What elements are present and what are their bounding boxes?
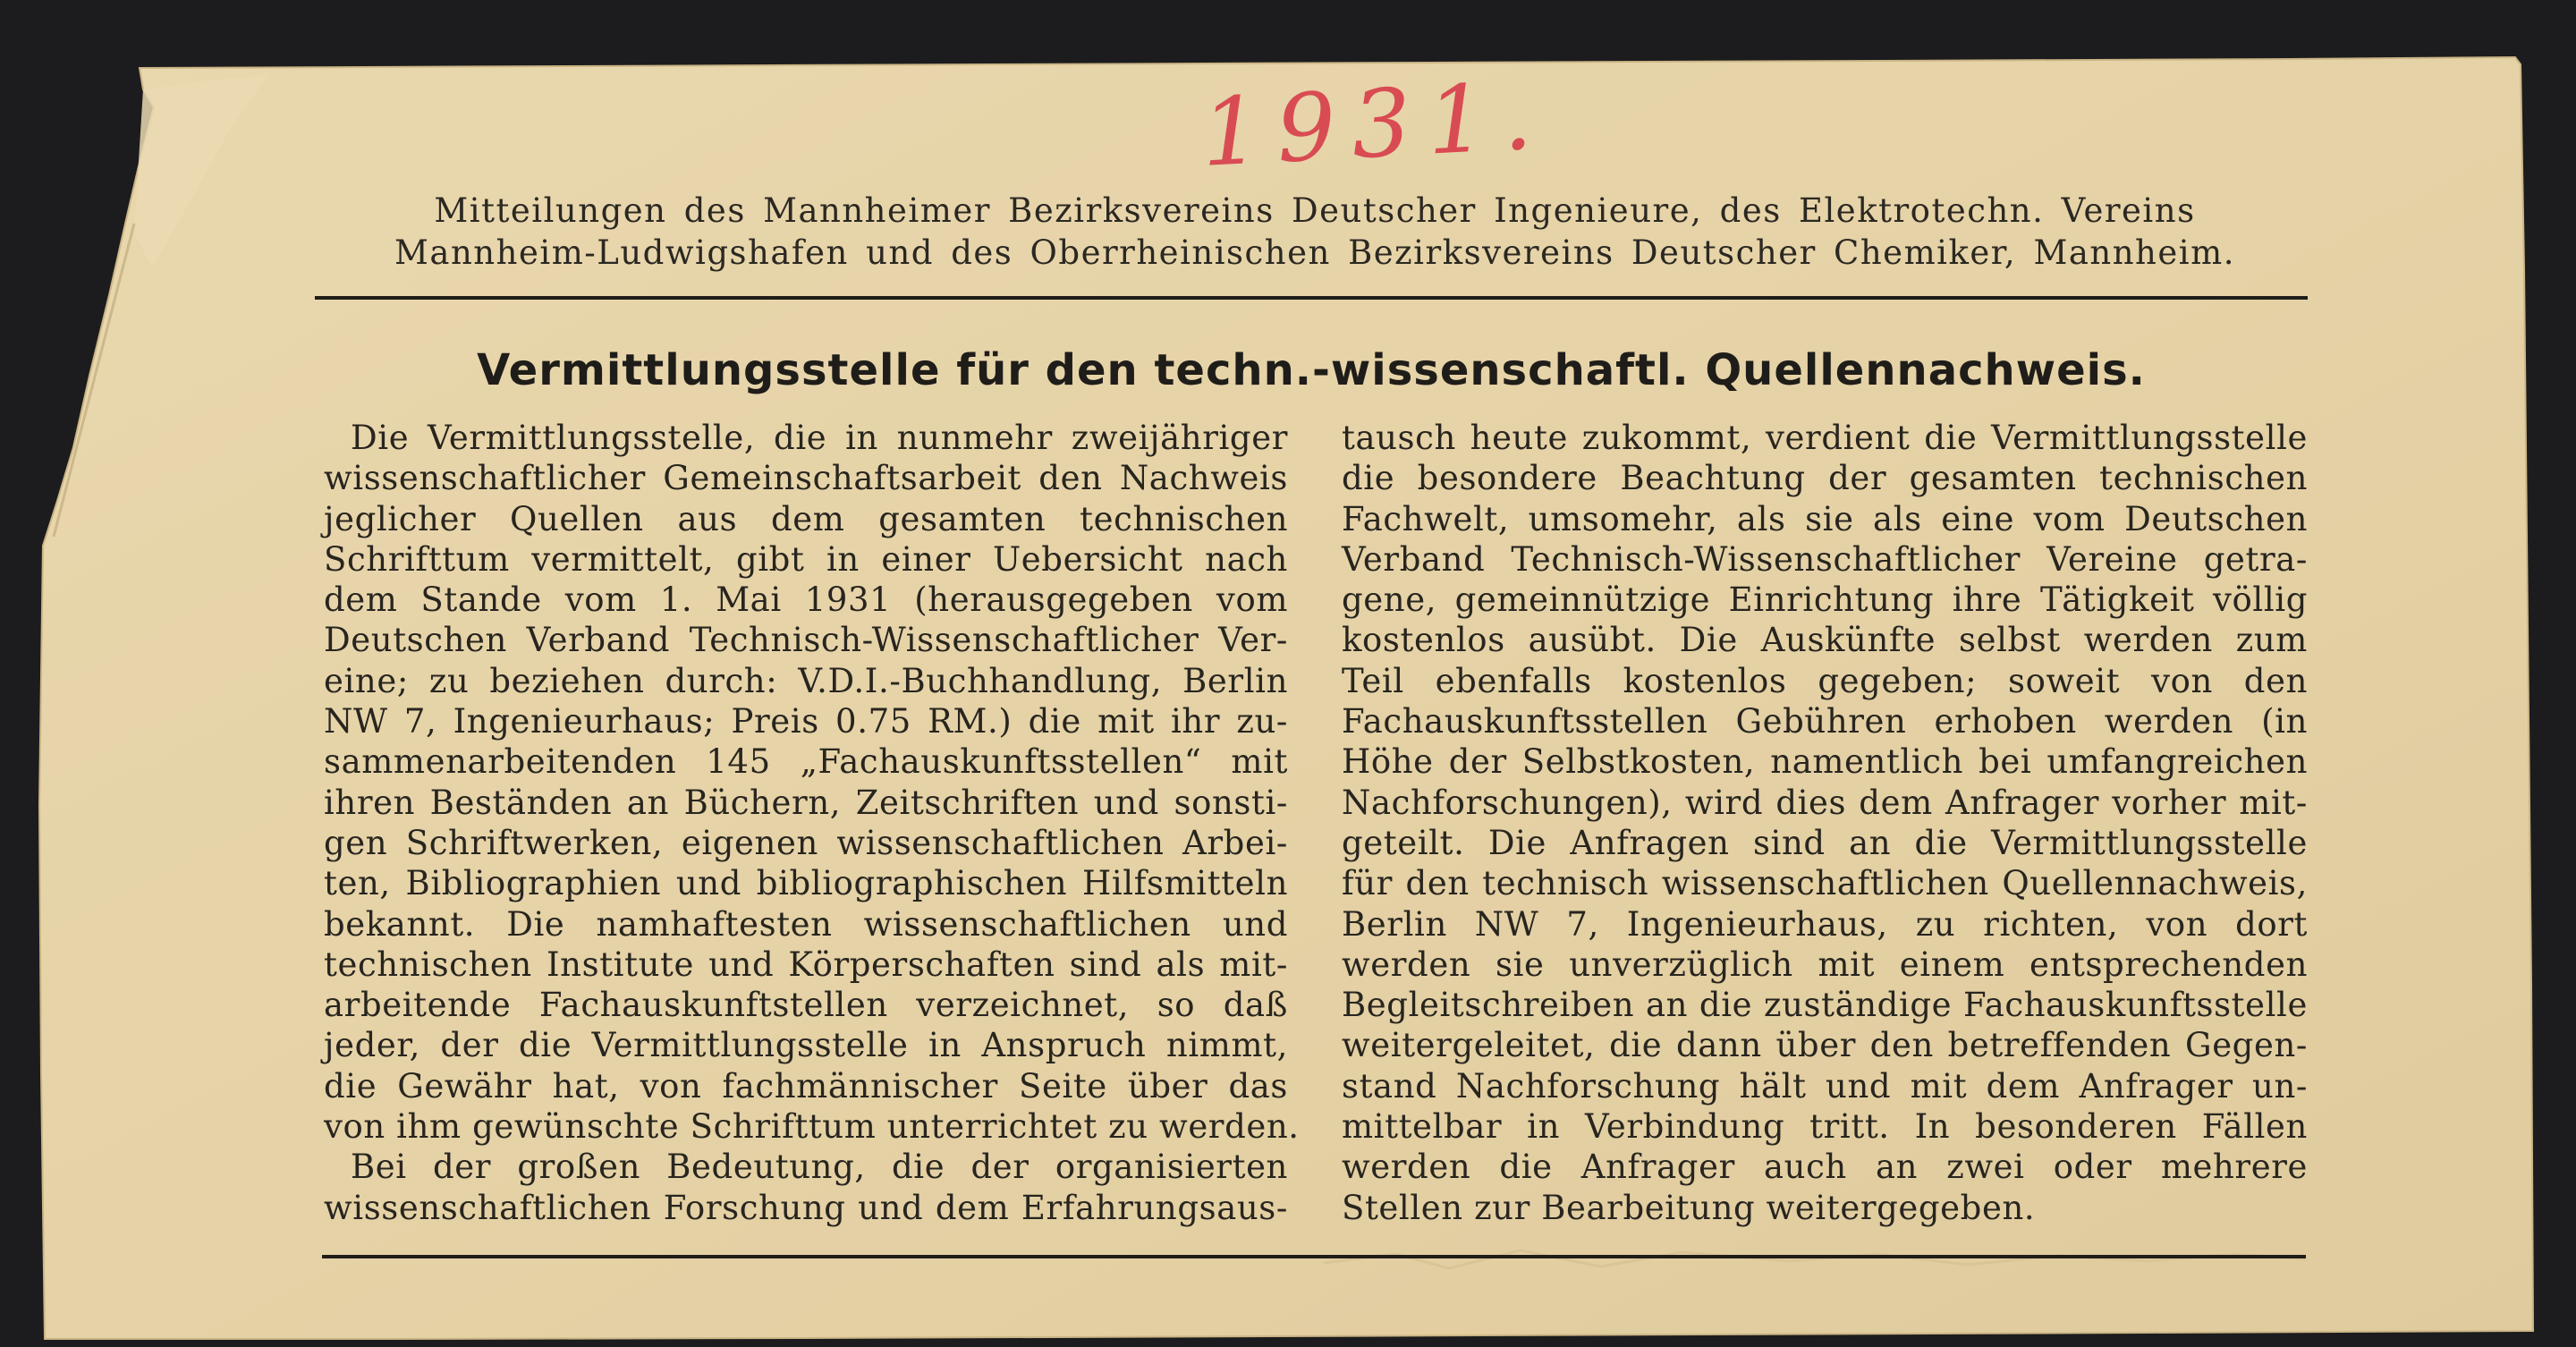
text-line: technischen Institute und Körperschaften sind als mit- (324, 945, 1288, 984)
text-line: eine; zu beziehen durch: V.D.I.-Buchhandlung, Berlin (324, 661, 1288, 700)
text-line: Verband Technisch-Wissenschaftlicher Vereine getra- (1342, 539, 2308, 579)
masthead-line-2: Mannheim-Ludwigshafen und des Oberrheinischen Bezirksvereins Deutscher Chemiker, Mannheim. (394, 233, 2235, 272)
text-line: Bei der großen Bedeutung, die der organisierten (351, 1148, 1288, 1187)
text-line: geteilt. Die Anfragen sind an die Vermittlungsstelle (1342, 823, 2308, 862)
article-bottom-divider (322, 1255, 2306, 1258)
text-line: Schrifttum vermittelt, gibt in einer Uebersicht nach (324, 539, 1288, 579)
text-line: weitergeleitet, die dann über den betreffenden Gegen- (1342, 1026, 2308, 1065)
text-line: Höhe der Selbstkosten, namentlich bei umfangreichen (1342, 742, 2308, 782)
text-line: ten, Bibliographien und bibliographischen Hilfsmitteln (324, 864, 1288, 903)
text-line: ihren Beständen an Büchern, Zeitschriften und sonsti- (324, 783, 1288, 822)
text-line: jeder, der die Vermittlungsstelle in Anspruch nimmt, (324, 1026, 1288, 1065)
text-line: Die Vermittlungsstelle, die in nunmehr zweijähriger (351, 419, 1288, 457)
text-line: werden die Anfrager auch an zwei oder mehrere (1342, 1148, 2308, 1187)
text-line: werden sie unverzüglich mit einem entsprechenden (1342, 945, 2308, 984)
text-line: die besondere Beachtung der gesamten technischen (1342, 459, 2308, 498)
text-line: Nachforschungen), wird dies dem Anfrager vorher mit- (1342, 783, 2308, 822)
text-line: stand Nachforschung hält und mit dem Anfrager un- (1342, 1066, 2308, 1106)
text-line: Teil ebenfalls kostenlos gegeben; soweit von den (1342, 661, 2308, 700)
article-left-column (324, 418, 1300, 1228)
text-line: Berlin NW 7, Ingenieurhaus, zu richten, von dort (1342, 904, 2308, 944)
text-line: mittelbar in Verbindung tritt. In besonderen Fällen (1342, 1107, 2308, 1147)
text-line: Fachwelt, umsomehr, als sie als eine vom Deutschen (1342, 499, 2308, 538)
text-line: für den technisch wissenschaftlichen Quellennachweis, (1342, 864, 2308, 903)
text-line: bekannt. Die namhaftesten wissenschaftlichen und (324, 904, 1288, 944)
text-line: Deutschen Verband Technisch-Wissenschaftlicher Ver- (324, 621, 1288, 660)
text-line: gen Schriftwerken, eigenen wissenschaftlichen Arbei- (324, 823, 1288, 862)
text-line: arbeitende Fachauskunftstellen verzeichnet, so daß (324, 986, 1288, 1025)
masthead (322, 190, 2308, 274)
text-line: jeglicher Quellen aus dem gesamten technischen (324, 499, 1288, 538)
handwritten-year: 1931. (1199, 60, 1551, 188)
article-headline: Vermittlungsstelle für den techn.-wissenschaftl. Quellennachweis. (477, 345, 2146, 395)
text-line: Stellen zur Bearbeitung weitergegeben. (1342, 1188, 2036, 1227)
article-right-column (1342, 418, 2308, 1228)
text-line: Fachauskunftsstellen Gebühren erhoben werden (in (1342, 702, 2308, 741)
text-line: wissenschaftlicher Gemeinschaftsarbeit den Nachweis (324, 459, 1288, 498)
text-line: tausch heute zukommt, verdient die Vermittlungsstelle (1342, 419, 2308, 457)
text-line: NW 7, Ingenieurhaus; Preis 0.75 RM.) die mit ihr zu- (324, 702, 1288, 741)
text-line: dem Stande vom 1. Mai 1931 (herausgegeben vom (324, 580, 1288, 620)
text-line: Begleitschreiben an die zuständige Fachauskunftsstelle (1342, 986, 2308, 1025)
text-line: sammenarbeitenden 145 „Fachauskunftsstellen“ mit (324, 742, 1288, 782)
masthead-line-1: Mitteilungen des Mannheimer Bezirksvereins Deutscher Ingenieure, des Elektrotechn. Vereins (434, 191, 2196, 230)
text-line: von ihm gewünschte Schrifttum unterrichtet zu werden. (324, 1107, 1300, 1147)
text-line: wissenschaftlichen Forschung und dem Erfahrungsaus- (324, 1188, 1288, 1227)
masthead-divider (315, 296, 2308, 300)
text-line: kostenlos ausübt. Die Auskünfte selbst werden zum (1342, 621, 2308, 660)
text-line: gene, gemeinnützige Einrichtung ihre Tätigkeit völlig (1342, 580, 2308, 620)
text-line: die Gewähr hat, von fachmännischer Seite über das (324, 1066, 1288, 1106)
